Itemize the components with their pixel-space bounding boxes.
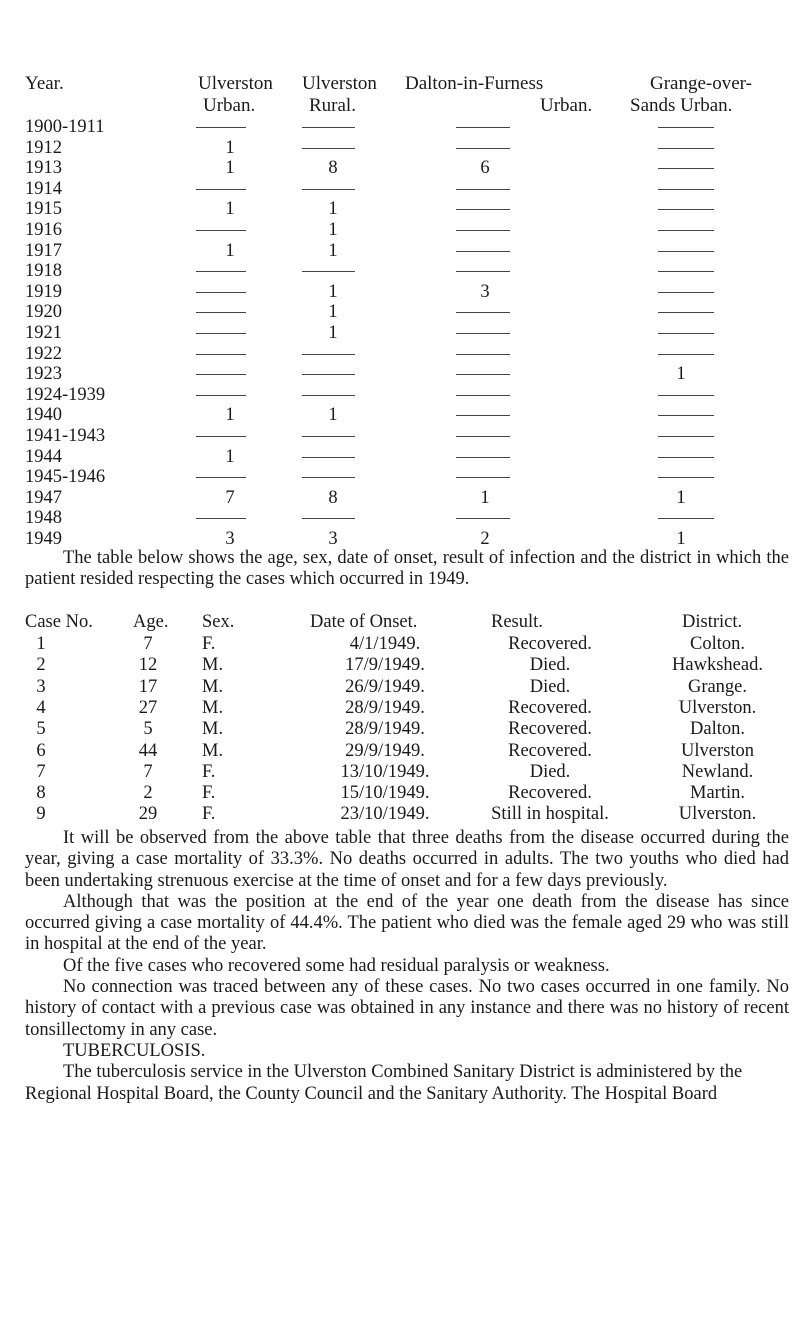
table-cell-empty-dash [302, 148, 355, 149]
case-cell-district: Hawkshead. [672, 655, 763, 676]
header-ulverston-rural-line2: Rural. [309, 95, 356, 116]
table-cell-empty-dash [658, 457, 714, 458]
table-cell-dalton: 2 [480, 529, 490, 549]
table-cell-ur: 8 [328, 487, 338, 508]
table-cell-empty-dash [302, 189, 355, 190]
table-row-year: 1949 [25, 529, 62, 549]
table-row-year: 1915 [25, 199, 62, 220]
cases-header-sex: Sex. [202, 612, 235, 632]
case-cell-age: 5 [143, 719, 153, 740]
table-row-year: 1914 [25, 178, 62, 199]
table-cell-empty-dash [456, 374, 510, 375]
table-row-year: 1947 [25, 487, 62, 508]
case-cell-district: Newland. [681, 761, 754, 782]
case-cell-result: Recovered. [508, 697, 592, 718]
cases-header-district: District. [682, 612, 743, 632]
case-cell-no: 2 [36, 655, 46, 676]
case-cell-no: 6 [36, 740, 46, 761]
table-row-year: 1918 [25, 261, 62, 282]
table-cell-ur: 1 [328, 220, 338, 240]
case-cell-age: 7 [143, 634, 153, 654]
header-dalton-line1: Dalton-in-Furness [405, 73, 544, 94]
body-text [25, 828, 789, 1105]
table-row-year: 1919 [25, 281, 62, 302]
table-row-year: 1917 [25, 240, 62, 261]
case-cell-sex: F. [202, 783, 216, 804]
case-cell-district: Ulverston [681, 740, 754, 761]
header-ulverston-urban-line2: Urban. [203, 95, 256, 116]
table-cell-empty-dash [658, 189, 714, 190]
case-cell-no: 4 [36, 697, 46, 718]
case-cell-result: Recovered. [508, 634, 592, 654]
table-cell-empty-dash [456, 436, 510, 437]
table-cell-empty-dash [196, 271, 246, 272]
table-cell-empty-dash [658, 477, 714, 478]
table-cell-empty-dash [456, 312, 510, 313]
case-cell-district: Dalton. [690, 719, 745, 740]
section-heading: TUBERCULOSIS. [63, 1040, 206, 1061]
table-cell-ur: 8 [328, 158, 338, 179]
header-grange-line2: Sands Urban. [630, 95, 733, 116]
table-cell-empty-dash [302, 354, 355, 355]
table-cell-empty-dash [658, 168, 714, 169]
table-row-year: 1900-1911 [25, 117, 105, 137]
table-row-year: 1921 [25, 323, 62, 343]
case-cell-sex: F. [202, 761, 216, 782]
case-cell-district: Grange. [687, 676, 748, 697]
table-cell-empty-dash [196, 436, 246, 437]
table-row-year: 1945-1946 [25, 467, 106, 488]
table-cell-empty-dash [658, 354, 714, 355]
table-cell-empty-dash [196, 312, 246, 313]
table-cell-ur: 1 [328, 323, 338, 343]
case-cell-district: Colton. [690, 634, 745, 654]
case-cell-age: 12 [138, 655, 158, 676]
table-cell-empty-dash [196, 395, 246, 396]
table-row-year: 1920 [25, 302, 62, 323]
table-cell-empty-dash [658, 333, 714, 334]
case-cell-age: 44 [138, 740, 158, 761]
case-cell-result: Recovered. [508, 740, 592, 761]
table-cell-empty-dash [456, 395, 510, 396]
case-cell-no: 9 [36, 804, 46, 825]
table-row-year: 1944 [25, 446, 62, 467]
case-cell-onset: 28/9/1949. [345, 719, 425, 740]
case-cell-sex: M. [202, 719, 224, 740]
intro-paragraph [25, 548, 789, 591]
case-cell-sex: F. [202, 804, 216, 825]
table-cell-empty-dash [196, 127, 246, 128]
case-cell-result: Recovered. [508, 719, 592, 740]
table-cell-ur: 3 [328, 529, 338, 549]
table-cell-empty-dash [658, 251, 714, 252]
table-cell-ur: 1 [328, 240, 338, 261]
header-grange-line1: Grange-over- [650, 73, 752, 94]
table-cell-empty-dash [196, 518, 246, 519]
table-cell-uu: 1 [225, 158, 235, 179]
case-cell-no: 3 [36, 676, 46, 697]
table-cell-empty-dash [456, 189, 510, 190]
case-cell-onset: 15/10/1949. [340, 783, 430, 804]
table-cell-grange: 1 [676, 529, 686, 549]
table-cell-empty-dash [456, 457, 510, 458]
table-cell-empty-dash [302, 395, 355, 396]
cases-header-onset: Date of Onset. [310, 612, 418, 632]
case-cell-sex: M. [202, 655, 224, 676]
table-cell-empty-dash [302, 457, 355, 458]
case-cell-age: 29 [138, 804, 158, 825]
case-cell-district: Ulverston. [678, 697, 757, 718]
case-cell-no: 8 [36, 783, 46, 804]
case-cell-result: Died. [529, 761, 571, 782]
table-cell-uu: 1 [225, 199, 235, 220]
paragraph-tuberculosis: The tuberculosis service in the Ulverston Combined Sanitary District is administered by the Regional Hospital Board, the County Council and the Sanitary Authority. The Hospital Board [25, 1062, 743, 1104]
table-cell-empty-dash [456, 333, 510, 334]
table-cell-empty-dash [302, 518, 355, 519]
case-cell-onset: 29/9/1949. [345, 740, 425, 761]
table-cell-empty-dash [196, 292, 246, 293]
table-cell-empty-dash [658, 127, 714, 128]
table-cell-empty-dash [456, 251, 510, 252]
case-cell-age: 7 [143, 761, 153, 782]
table-cell-ur: 1 [328, 405, 338, 426]
table-row-year: 1922 [25, 343, 62, 364]
table-cell-empty-dash [456, 209, 510, 210]
table-cell-empty-dash [302, 374, 355, 375]
table-cell-empty-dash [196, 189, 246, 190]
case-cell-age: 27 [138, 697, 158, 718]
paragraph-mortality: Although that was the position at the end of the year one death from the disease has since occurred giving a case mortality of 44.4%. The patient who died was the female aged 29 who was still in hospital at the end of the year. [25, 891, 789, 955]
table-cell-empty-dash [196, 230, 246, 231]
table-cell-empty-dash [302, 477, 355, 478]
table-row-year: 1941-1943 [25, 426, 106, 446]
header-ulverston-rural-line1: Ulverston [302, 73, 377, 94]
table-cell-empty-dash [196, 333, 246, 334]
table-cell-uu: 1 [225, 446, 235, 467]
table-cell-empty-dash [658, 209, 714, 210]
case-cell-result: Still in hospital. [491, 804, 609, 825]
table-cell-uu: 7 [225, 487, 235, 508]
table-cell-uu: 1 [225, 405, 235, 426]
table-cell-empty-dash [658, 415, 714, 416]
case-cell-age: 17 [138, 676, 158, 697]
table-row-year: 1948 [25, 508, 62, 529]
table-cell-ur: 1 [328, 281, 338, 302]
case-cell-sex: F. [202, 634, 216, 654]
table-row-year: 1913 [25, 158, 62, 179]
table-cell-ur: 1 [328, 302, 338, 323]
header-year: Year. [25, 73, 64, 94]
case-cell-sex: M. [202, 697, 224, 718]
case-cell-result: Recovered. [508, 783, 592, 804]
table-cell-empty-dash [302, 127, 355, 128]
table-cell-empty-dash [658, 230, 714, 231]
table-cell-empty-dash [658, 148, 714, 149]
table-cell-empty-dash [302, 436, 355, 437]
cases-header-age: Age. [133, 612, 169, 632]
table-cell-empty-dash [302, 271, 355, 272]
table-row-year: 1912 [25, 137, 62, 158]
table-cell-ur: 1 [328, 199, 338, 220]
case-cell-onset: 23/10/1949. [340, 804, 430, 825]
table-cell-empty-dash [658, 312, 714, 313]
intro-text: The table below shows the age, sex, date of onset, result of infection and the district in which the patient resided respecting the cases which occurred in 1949. [25, 548, 789, 590]
table-row-year: 1924-1939 [25, 384, 106, 405]
case-cell-result: Died. [529, 676, 571, 697]
table-cell-empty-dash [658, 395, 714, 396]
case-cell-onset: 26/9/1949. [345, 676, 425, 697]
table-row-year: 1916 [25, 220, 62, 240]
header-dalton-line2: Urban. [540, 95, 593, 116]
table-cell-grange: 1 [676, 364, 686, 385]
table-cell-empty-dash [456, 415, 510, 416]
case-cell-onset: 4/1/1949. [349, 634, 421, 654]
table-cell-dalton: 6 [480, 158, 490, 179]
cases-header-result: Result. [491, 612, 543, 632]
case-cell-sex: M. [202, 676, 224, 697]
case-cell-result: Died. [529, 655, 571, 676]
table-row-year: 1940 [25, 405, 62, 426]
table-cell-empty-dash [456, 230, 510, 231]
table-cell-dalton: 1 [480, 487, 490, 508]
table-cell-empty-dash [196, 374, 246, 375]
case-cell-no: 5 [36, 719, 46, 740]
table-cell-empty-dash [456, 148, 510, 149]
table-cell-empty-dash [658, 518, 714, 519]
case-cell-no: 7 [36, 761, 46, 782]
table-cell-empty-dash [658, 436, 714, 437]
case-cell-onset: 17/9/1949. [345, 655, 425, 676]
case-cell-no: 1 [36, 634, 46, 654]
table-cell-empty-dash [658, 292, 714, 293]
table-cell-grange: 1 [676, 487, 686, 508]
case-cell-district: Ulverston. [678, 804, 757, 825]
table-cell-empty-dash [456, 477, 510, 478]
table-cell-uu: 1 [225, 240, 235, 261]
case-cell-age: 2 [143, 783, 153, 804]
paragraph-connection: No connection was traced between any of these cases. No two cases occurred in one family. No history of contact with a previous case was obtained in any instance and there was no history of recent tonsillectomy in any case. [25, 977, 789, 1040]
case-cell-sex: M. [202, 740, 224, 761]
case-cell-district: Martin. [690, 783, 745, 804]
table-cell-dalton: 3 [480, 281, 490, 302]
table-cell-uu: 3 [225, 529, 235, 549]
table-cell-empty-dash [658, 271, 714, 272]
table-cell-empty-dash [456, 271, 510, 272]
paragraph-deaths: It will be observed from the above table that three deaths from the disease occurred during the year, giving a case mortality of 33.3%. No deaths occurred in adults. The two youths who died had been undertaking strenuous exercise at the time of onset and for a few days previously. [25, 828, 789, 891]
table-cell-empty-dash [456, 518, 510, 519]
header-ulverston-urban-line1: Ulverston [198, 73, 273, 94]
table-cell-empty-dash [456, 354, 510, 355]
cases-header-case: Case No. [25, 612, 93, 632]
table-cell-empty-dash [196, 354, 246, 355]
paragraph-recovered: Of the five cases who recovered some had residual paralysis or weakness. [63, 955, 610, 976]
table-row-year: 1923 [25, 364, 62, 385]
table-cell-empty-dash [196, 477, 246, 478]
case-cell-onset: 28/9/1949. [345, 697, 425, 718]
case-cell-onset: 13/10/1949. [340, 761, 430, 782]
table-cell-uu: 1 [225, 137, 235, 158]
table-cell-empty-dash [456, 127, 510, 128]
